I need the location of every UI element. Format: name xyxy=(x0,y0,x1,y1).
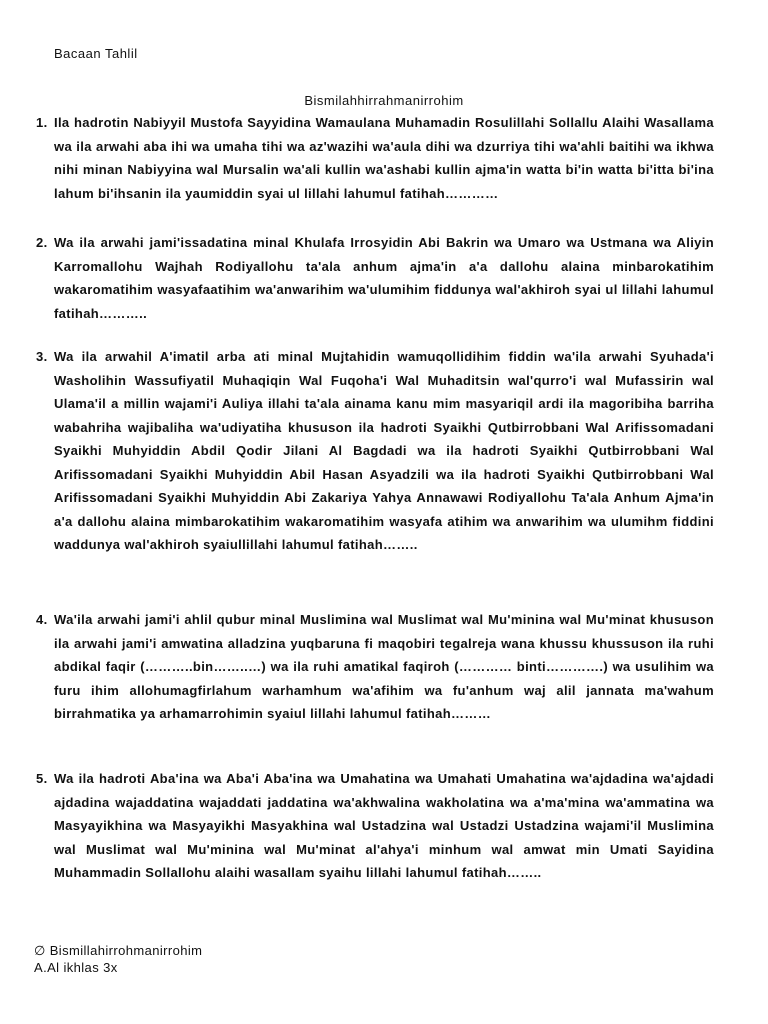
list-item xyxy=(36,608,714,726)
document-title: Bacaan Tahlil xyxy=(54,46,138,61)
list-item xyxy=(36,111,714,205)
item-text: Wa ila hadroti Aba'ina wa Aba'i Aba'ina wa Umahatina wa Umahati Umahatina wa'ajdadina wa'ajdadi ajdadina wajaddatina wajaddati jaddatina wa'akhwalina wakholatina wa a'ma'mina wa'ammatina wa Masyayikhina wa Masyayikhi Masyakhina wal Ustadzina wal Ustadzi Ustadzina wajami'il Muslimina wal Muslimat wal Mu'minina wal Mu'minat al'ahya'i minhum wal amwat min Umati Sayidina Muhammadin Sollallohu alaihi wasallam syaihu lillahi lahumul fatihah…….. xyxy=(54,771,714,880)
item-text: Wa'ila arwahi jami'i ahlil qubur minal Muslimina wal Muslimat wal Mu'minina wal Mu'minat khususon ila arwahi jami'i amwatina alladzina yuqbaruna fi maqobiri tegalreja wana khussu khussuson ila ruhi abdikal faqir (………..bin……..…) wa ila ruhi amatikal faqiroh (………… binti………….) wa usulihim wa furu ihim allohumagfirlahum warhamhum wa'afihim wa fu'anhum waj alil jannata ma'wahum birrahmatika ya arhamarrohimin syaiul lillahi lahumul fatihah……… xyxy=(54,612,714,721)
list-item xyxy=(36,345,714,557)
footer-ikhlas: A.Al ikhlas 3x xyxy=(34,960,118,975)
item-text: Ila hadrotin Nabiyyil Mustofa Sayyidina Wamaulana Muhamadin Rosulillahi Sollallu Alaihi Wasallama wa ila arwahi aba ihi wa umaha tihi wa az'wazihi wa'aula dihi wa dzurriya tihi wa'ahli baitihi wa ikhwa nihi minan Nabiyyina wal Mursalin wa'ali kullin wa'ashabi kullin ajma'in watta bi'in watta bi'itta bi'ina lahum bi'ihsanin ila yaumiddin syai ul lillahi lahumul fatihah………… xyxy=(54,115,714,201)
footer-basmalah: ∅ Bismillahirrohmanirrohim xyxy=(34,943,203,958)
item-number: 3. xyxy=(36,349,48,364)
list-item xyxy=(36,231,714,325)
item-text: Wa ila arwahil A'imatil arba ati minal Mujtahidin wamuqollidihim fiddin wa'ila arwahi Syuhada'i Washolihin Wassufiyatil Muhaqiqin Wal Fuqoha'i Wal Muhaditsin wal'qurro'i wal Mufassirin wal Ulama'il a millin wajami'i Auliya illahi ta'ala ainama kanu mim masyariqil ardi ila magoribiha barriha wabahriha wajibaliha wa'udiyatiha khususon ila hadroti Syaikhi Qutbirrobbani Wal Arifissomadani Syaikhi Muhyiddin Abdil Qodir Jilani Al Bagdadi wa ila hadroti Syaikhi Qutbirrobbani Wal Arifissomadani Syaikhi Muhyiddin Abil Hasan Asyadzili wa ila hadroti Syaikhi Qutbirrobbani Wal Arifissomadani Syaikhi Muhyiddin Abi Zakariya Yahya Annawawi Rodiyallohu Ta'ala Anhum Ajma'in a'a dallohu alaina mimbarokatihim wakaromatihim wasyafa atihim wa anwarihim wa ulumihm fiddini waddunya wal'akhiroh syaiullillahi lahumul fatihah…….. xyxy=(54,349,714,552)
item-number: 5. xyxy=(36,771,48,786)
item-number: 4. xyxy=(36,612,48,627)
list-item xyxy=(36,767,714,885)
basmalah-heading: Bismilahhirrahmanirrohim xyxy=(304,93,464,108)
item-text: Wa ila arwahi jami'issadatina minal Khulafa Irrosyidin Abi Bakrin wa Umaro wa Ustmana wa Aliyin Karromallohu Wajhah Rodiyallohu ta'ala anhum ajma'in a'a dallohu alaina minbarokatihim wakaromatihim wasyafaatihim wa'anwarihim wa'ulumihim fiddunya wal'akhiroh syai ul lillahi lahumul fatihah……….. xyxy=(54,235,714,321)
item-number: 1. xyxy=(36,115,48,130)
item-number: 2. xyxy=(36,235,48,250)
